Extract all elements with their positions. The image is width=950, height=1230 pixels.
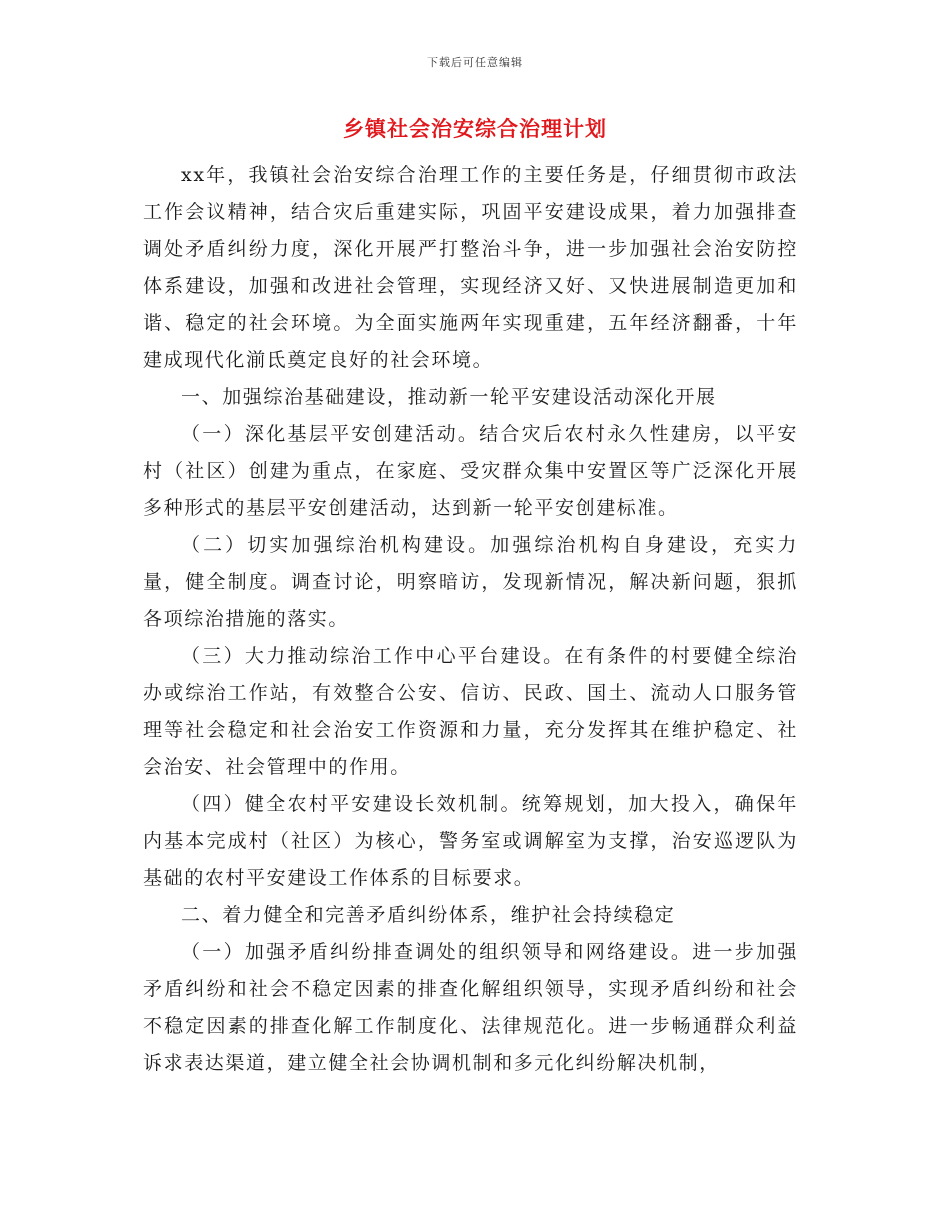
paragraph-intro: xx年，我镇社会治安综合治理工作的主要任务是，仔细贯彻市政法工作会议精神，结合灾后重建实际，巩固平安建设成果，着力加强排查调处矛盾纠纷力度，深化开展严打整治斗争，进一步加强社会治安防控体系建设，加强和改进社会管理，实现经济又好、又快进展制造更加和谐、稳定的社会环境。为全面实施两年实现重建，五年经济翻番，十年建成现代化湔氐奠定良好的社会环境。 [143,164,798,371]
paragraph-2-1: （一）加强矛盾纠纷排查调处的组织领导和网络建设。进一步加强矛盾纠纷和社会不稳定因素的排查化解组织领导，实现矛盾纠纷和社会不稳定因素的排查化解工作制度化、法律规范化。进一步畅通群众利益诉求表达渠道，建立健全社会协调机制和多元化纠纷解决机制， [143,941,798,1074]
section-heading-1: 一、加强综治基础建设，推动新一轮平安建设活动深化开展 [181,386,717,408]
document-body [143,157,798,1082]
document-title: 乡镇社会治安综合治理计划 [343,116,607,141]
paragraph-1-4: （四）健全农村平安建设长效机制。统筹规划，加大投入，确保年内基本完成村（社区）为核心，警务室或调解室为支撑，治安巡逻队为基础的农村平安建设工作体系的目标要求。 [143,793,798,889]
paragraph-1-2: （二）切实加强综治机构建设。加强综治机构自身建设，充实力量，健全制度。调查讨论，明察暗访，发现新情况，解决新问题，狠抓各项综治措施的落实。 [143,534,798,630]
page-header-note: 下载后可任意编辑 [427,56,523,69]
paragraph-1-3: （三）大力推动综治工作中心平台建设。在有条件的村要健全综治办或综治工作站，有效整合公安、信访、民政、国土、流动人口服务管理等社会稳定和社会治安工作资源和力量，充分发挥其在维护稳定、社会治安、社会管理中的作用。 [143,645,798,778]
section-heading-2: 二、着力健全和完善矛盾纠纷体系，维护社会持续稳定 [181,904,676,926]
paragraph-1-1: （一）深化基层平安创建活动。结合灾后农村永久性建房，以平安村（社区）创建为重点，在家庭、受灾群众集中安置区等广泛深化开展多种形式的基层平安创建活动，达到新一轮平安创建标准。 [143,423,798,519]
